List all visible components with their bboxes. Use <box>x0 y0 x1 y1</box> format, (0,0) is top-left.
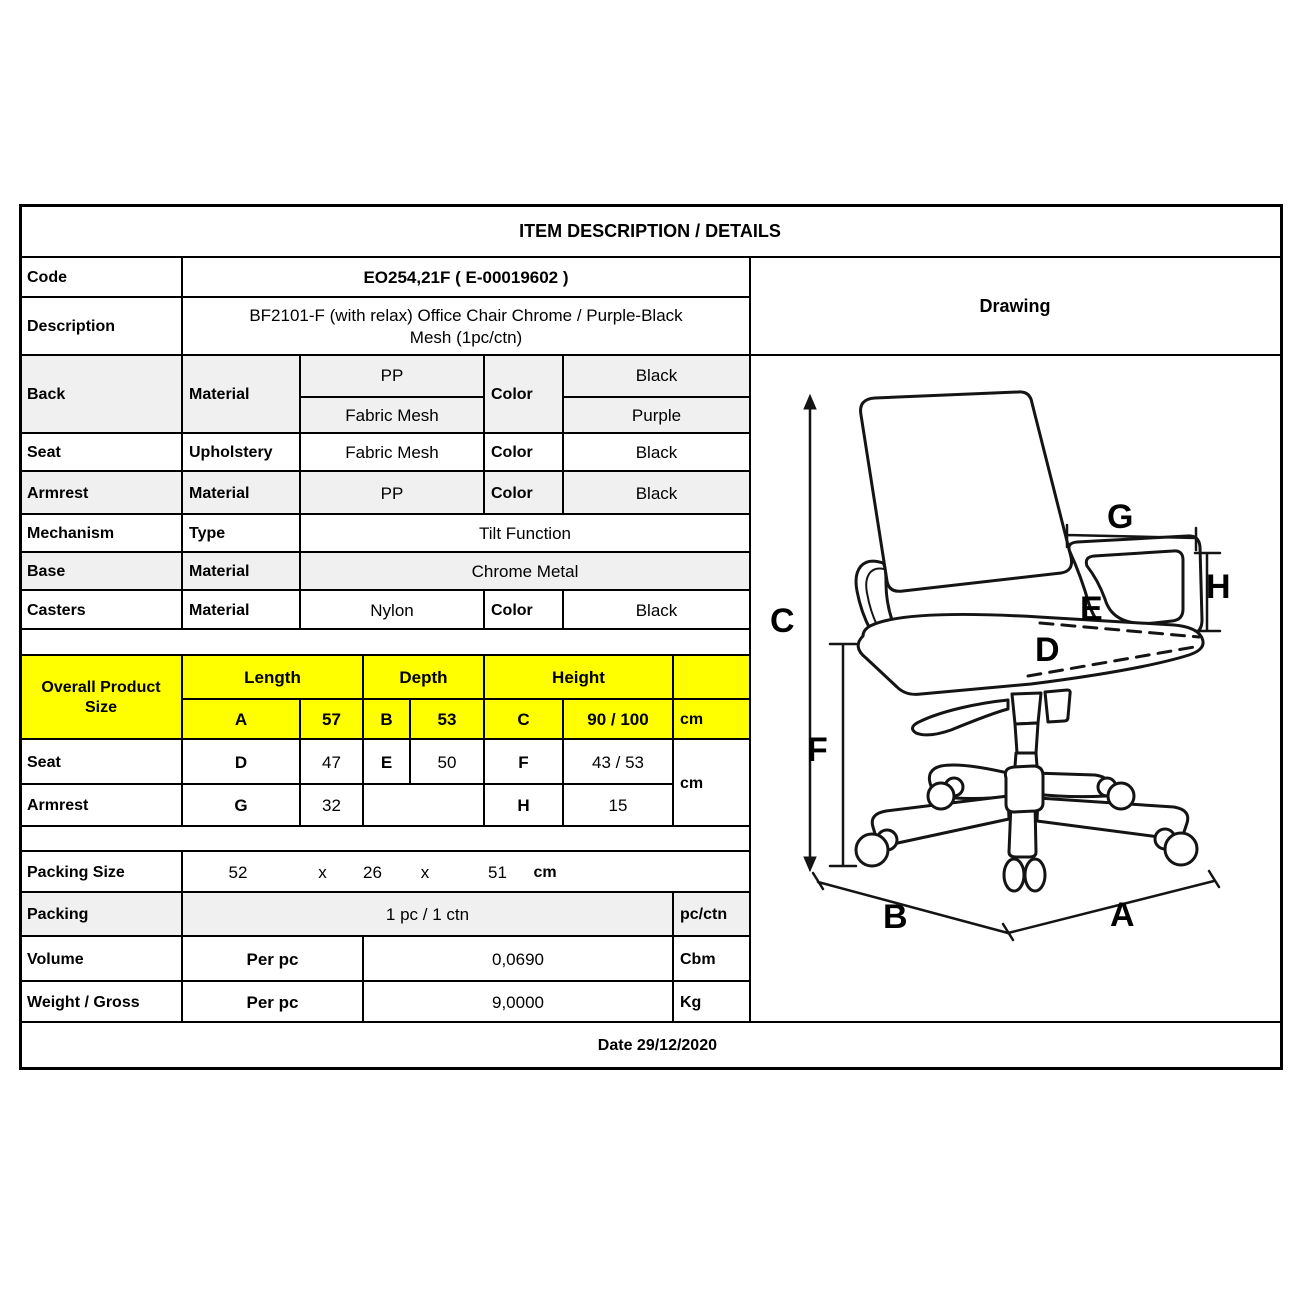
packing-size-x1: x <box>318 862 327 882</box>
overall-b-key: B <box>380 710 393 730</box>
casters-material: Nylon <box>370 600 414 620</box>
grid-line <box>19 204 22 1070</box>
armrest-h-key: H <box>517 796 530 816</box>
packing-size-x2: x <box>420 862 430 882</box>
dim-label-h: H <box>1206 568 1231 606</box>
backrest-outline <box>861 392 1072 591</box>
dim-label-e: E <box>1080 590 1103 628</box>
grid-line <box>20 470 750 472</box>
grid-line <box>20 513 750 515</box>
tilt-lever <box>912 700 1008 735</box>
grid-line <box>749 256 751 1023</box>
caster-far-left-wheel <box>856 834 888 866</box>
seat-outline <box>858 614 1203 694</box>
back-label: Back <box>27 385 66 403</box>
armrest-label: Armrest <box>27 484 89 502</box>
grid-line <box>20 432 750 434</box>
grid-line <box>1280 204 1283 1070</box>
grid-line <box>20 935 750 937</box>
back-material-1: PP <box>380 366 404 386</box>
grid-line <box>672 654 674 827</box>
grid-line <box>20 891 750 893</box>
mechanism-label: Mechanism <box>27 525 115 542</box>
grid-line <box>362 654 364 827</box>
grid-line <box>483 589 485 630</box>
code-value: EO254,21F ( E-00019602 ) <box>363 267 569 287</box>
packing-size-v1: 52 <box>228 862 248 882</box>
base-attr-label: Material <box>189 563 250 580</box>
mechanism-box <box>1045 690 1070 722</box>
sizes-merged-unit: cm <box>680 774 704 792</box>
back-color-2: Purple <box>631 405 682 425</box>
dim-label-c: C <box>770 602 795 640</box>
volume-value: 0,0690 <box>492 949 544 969</box>
seat-f-key: F <box>518 752 529 772</box>
base-label: Base <box>27 563 66 580</box>
dim-line-f <box>830 644 856 866</box>
dim-label-d: D <box>1035 631 1060 669</box>
gas-lift-lower <box>1015 723 1038 753</box>
grid-line <box>181 654 183 827</box>
overall-a-value: 57 <box>322 710 341 730</box>
dim-label-g: G <box>1107 498 1134 536</box>
grid-line <box>563 396 750 398</box>
mechanism-attr-label: Type <box>189 525 226 542</box>
back-color-1: Black <box>635 366 678 386</box>
dim-label-b: B <box>883 898 908 936</box>
grid-line <box>181 256 183 630</box>
armrest-g-key: G <box>234 796 248 816</box>
grid-line <box>20 980 750 982</box>
grid-line <box>20 354 1280 356</box>
volume-label: Volume <box>27 950 84 968</box>
packing-value: 1 pc / 1 ctn <box>385 905 470 925</box>
armrest-color: Black <box>635 483 678 503</box>
casters-color-label: Color <box>491 601 533 619</box>
grid-line <box>20 628 750 630</box>
grid-line <box>20 204 1283 207</box>
weight-value: 9,0000 <box>492 992 544 1012</box>
seat-e-value: 50 <box>437 752 457 772</box>
seat-d-value: 47 <box>322 752 341 772</box>
grid-line <box>181 850 183 1023</box>
packing-label: Packing <box>27 906 89 923</box>
dim-label-a: A <box>1110 896 1135 934</box>
chair-drawing <box>750 355 1280 1023</box>
weight-per: Per pc <box>246 992 299 1012</box>
grid-line <box>20 551 750 553</box>
volume-unit: Cbm <box>680 950 716 968</box>
overall-c-value: 90 / 100 <box>587 710 649 730</box>
code-label: Code <box>27 268 67 286</box>
seat-label: Seat <box>27 444 61 461</box>
seat-color: Black <box>635 443 678 463</box>
packing-unit: pc/ctn <box>680 906 728 923</box>
base-value: Chrome Metal <box>471 562 579 582</box>
drawing-header: Drawing <box>979 295 1051 316</box>
grid-line <box>20 654 750 656</box>
packing-size-v2: 26 <box>363 862 382 882</box>
date-text: Date 29/12/2020 <box>597 1036 717 1054</box>
caster-upper-right-wheel <box>1108 783 1134 809</box>
overall-b-value: 53 <box>437 710 457 730</box>
grid-line <box>300 396 484 398</box>
grid-line <box>409 698 411 785</box>
armrest-h-value: 15 <box>608 796 628 816</box>
grid-line <box>20 1067 1283 1070</box>
armrest-g-value: 32 <box>322 796 341 816</box>
grid-line <box>20 1021 1280 1023</box>
armrest-material: PP <box>380 483 404 503</box>
seat-material: Fabric Mesh <box>345 443 439 463</box>
overall-unit: cm <box>680 711 704 728</box>
dim-label-f: F <box>807 731 828 769</box>
grid-line <box>483 654 485 827</box>
weight-unit: Kg <box>680 993 702 1011</box>
grid-line <box>299 698 301 827</box>
back-color-label: Color <box>491 385 533 403</box>
armrest-size-label: Armrest <box>27 797 89 814</box>
seat-d-key: D <box>234 752 248 772</box>
description-value: BF2101-F (with relax) Office Chair Chrome / Purple-Black Mesh (1pc/ctn) <box>249 306 683 347</box>
seat-size-label: Seat <box>27 753 61 771</box>
caster-far-right-wheel <box>1165 833 1197 865</box>
packing-size-unit: cm <box>533 863 557 881</box>
back-attr-label: Material <box>189 385 250 403</box>
caster-front-wheel-left <box>1004 859 1024 891</box>
mechanism-value: Tilt Function <box>479 524 571 544</box>
gas-lift-upper <box>1012 693 1041 724</box>
caster-upper-left-wheel <box>928 783 954 809</box>
dim-line-b <box>813 873 1008 936</box>
packing-size-v3: 51 <box>488 862 507 882</box>
seat-f-value: 43 / 53 <box>592 752 644 772</box>
caster-front-wheel-right <box>1025 859 1045 891</box>
grid-line <box>299 354 301 630</box>
grid-line <box>362 935 364 1023</box>
size-table-label: Overall Product Size <box>41 679 161 716</box>
description-label: Description <box>27 317 116 335</box>
grid-line <box>20 296 750 298</box>
depth-header: Depth <box>399 668 448 688</box>
packing-size-label: Packing Size <box>27 863 125 881</box>
armrest-color-label: Color <box>491 484 533 502</box>
overall-c-key: C <box>517 710 530 730</box>
grid-line <box>20 738 750 740</box>
seat-attr-label: Upholstery <box>189 444 273 461</box>
casters-attr-label: Material <box>189 601 250 619</box>
grid-line <box>562 354 564 515</box>
casters-color: Black <box>635 600 678 620</box>
grid-line <box>20 850 750 852</box>
grid-line <box>562 589 564 630</box>
grid-line <box>20 825 750 827</box>
volume-per: Per pc <box>246 949 299 969</box>
overall-a-key: A <box>234 710 248 730</box>
armrest-attr-label: Material <box>189 484 250 502</box>
grid-line <box>20 256 1280 258</box>
height-header: Height <box>552 668 605 688</box>
seat-color-label: Color <box>491 444 533 461</box>
grid-line <box>483 354 485 515</box>
grid-line <box>562 698 564 827</box>
casters-label: Casters <box>27 601 86 619</box>
sheet-title: ITEM DESCRIPTION / DETAILS <box>519 220 781 241</box>
base-hub <box>1005 766 1043 812</box>
seat-e-key: E <box>380 752 393 772</box>
grid-line <box>182 698 750 700</box>
length-header: Length <box>244 668 301 688</box>
weight-label: Weight / Gross <box>27 993 140 1011</box>
grid-line <box>672 891 674 1023</box>
grid-line <box>20 589 750 591</box>
back-material-2: Fabric Mesh <box>345 405 439 425</box>
grid-line <box>20 783 673 785</box>
